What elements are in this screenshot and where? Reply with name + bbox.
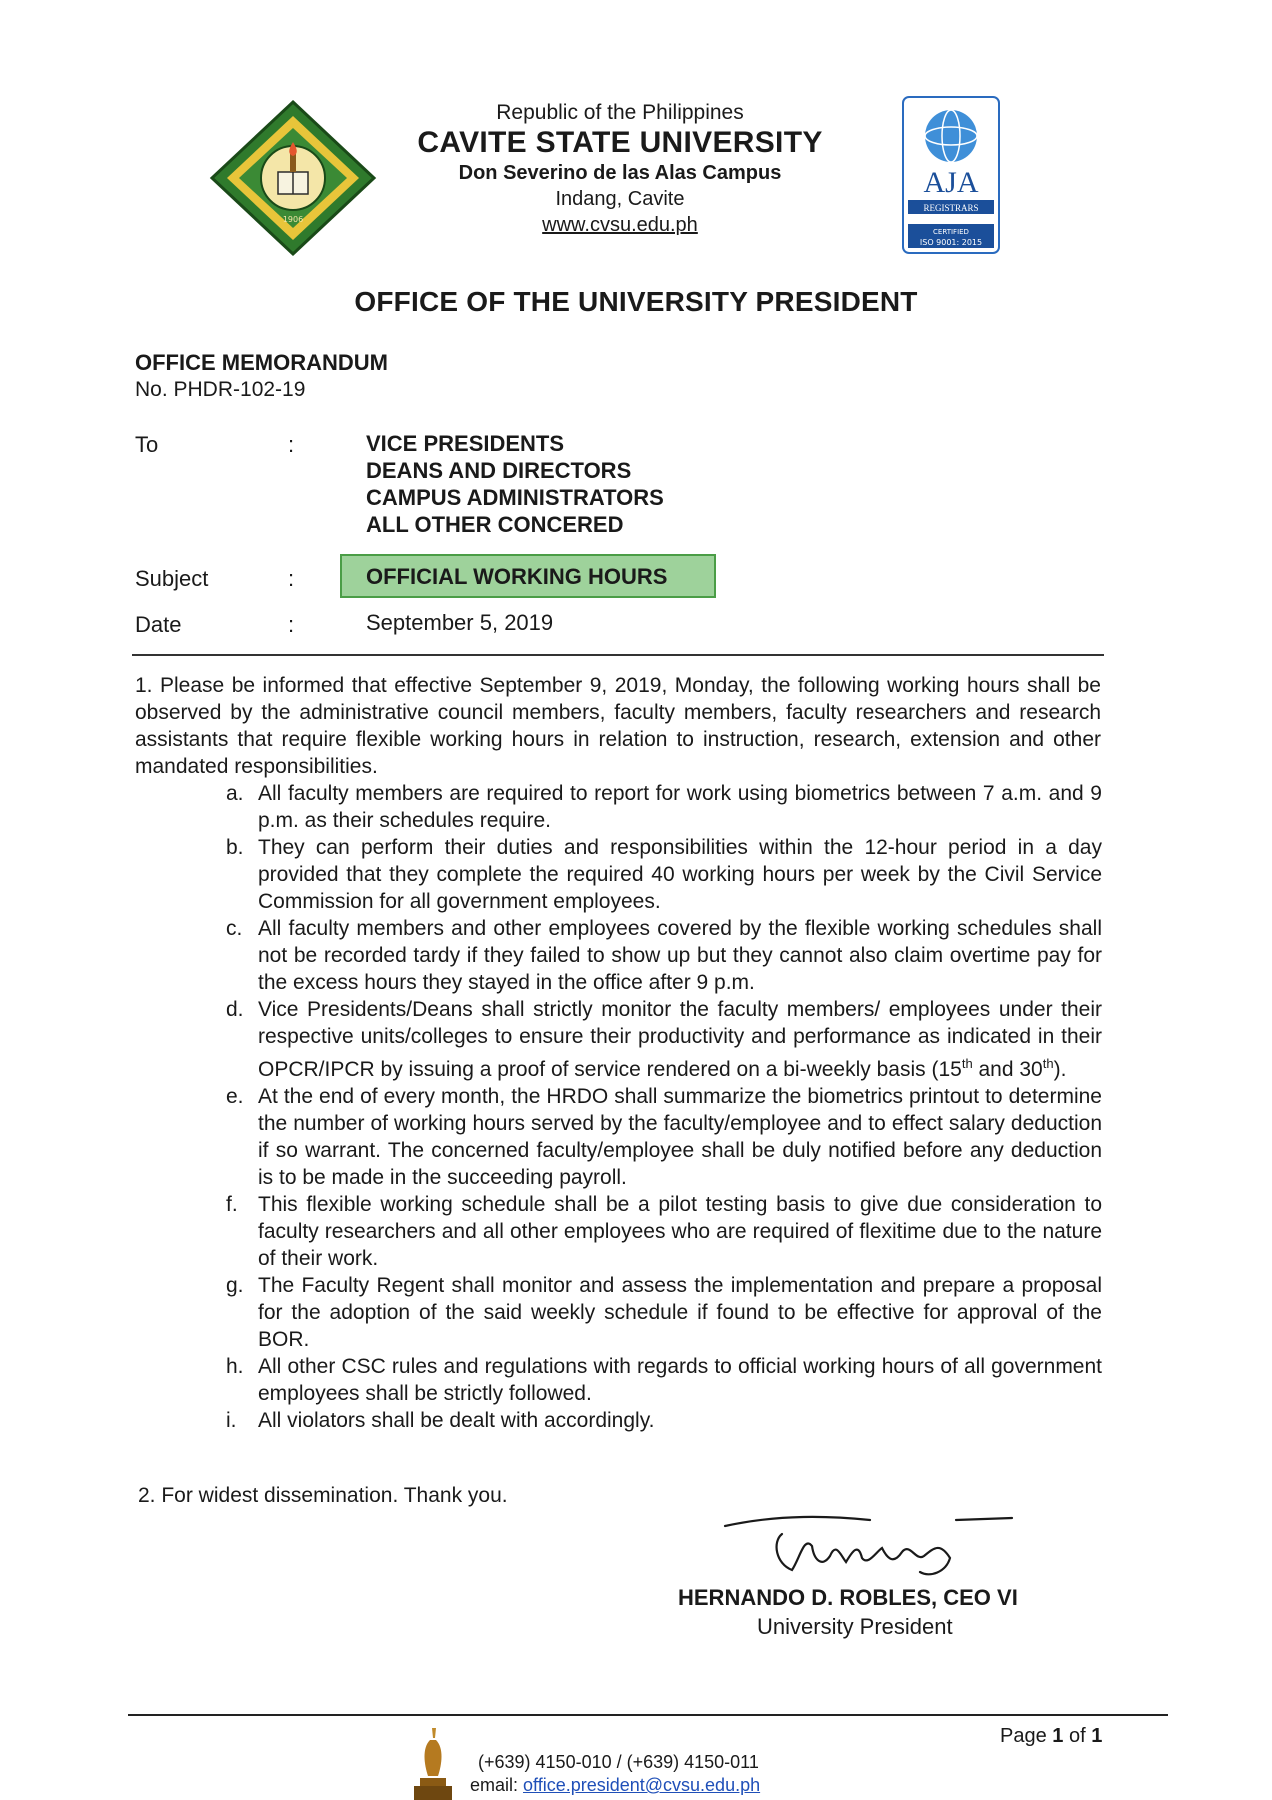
signatory-title: University President [757,1614,953,1639]
list-item-label: i. [226,1409,237,1432]
footer-email [470,1775,760,1796]
paragraph-1-text: Please be informed that effective September 9, 2019, Monday, the following working hours shall be observed by the administrative council members, faculty members, faculty researchers and research assistants that require flexible working hours in relation to instruction, research, extension and other mandated responsibilities. [135,674,1101,778]
list-item-text: They can perform their duties and responsibilities within the 12-hour period in a day provided that they complete the required 40 working hours per week by the Civil Service Commission for all government employees. [258,836,1102,913]
university-name: CAVITE STATE UNIVERSITY [417,126,823,159]
email-link[interactable]: office.president@cvsu.edu.ph [523,1775,761,1795]
recipient: DEANS AND DIRECTORS [366,458,632,483]
campus-location: Indang, Cavite [555,188,685,210]
recipient: CAMPUS ADMINISTRATORS [366,485,664,510]
list-item-text: Vice Presidents/Deans shall strictly monitor the faculty members/ employees under their respective units/colleges to ensure their productivity and performance as indicated in their OPCR/IPCR by issuing a proof of service rendered on a bi-weekly basis (15th and 30th). [258,998,1102,1081]
list-item-text: All other CSC rules and regulations with regards to official working hours of all government employees shall be strictly followed. [258,1355,1102,1405]
university-website-link[interactable]: www.cvsu.edu.ph [542,214,698,236]
subject-value: OFFICIAL WORKING HOURS [366,564,668,589]
list-item-text: The Faculty Regent shall monitor and assess the implementation and prepare a proposal for the adoption of the said weekly schedule if found to be effective for approval of the BOR. [258,1274,1102,1351]
list-item [226,1353,1102,1407]
campus-name: Don Severino de las Alas Campus [458,162,782,184]
date-value: September 5, 2019 [366,610,554,635]
list-item-text: All violators shall be dealt with accordingly. [258,1409,655,1432]
aja-title: AJA [923,166,979,199]
subject-label: Subject [135,566,209,591]
list-item-label: e. [226,1085,244,1108]
footer-divider [128,1714,1168,1716]
paragraph-1-number: 1. [135,674,153,697]
page-indicator: Page 1 of 1 [1000,1725,1103,1747]
subject-colon: : [288,566,295,591]
list-item-label: d. [226,998,244,1021]
list-item-label: h. [226,1355,244,1378]
recipient: ALL OTHER CONCERED [366,512,624,537]
memo-number: No. PHDR-102-19 [135,378,306,401]
list-item [226,996,1102,1083]
list-item [226,780,1102,834]
list-item [226,834,1102,915]
to-colon: : [288,432,295,457]
list-item [226,1191,1102,1272]
svg-text:ISO 9001: 2015: ISO 9001: 2015 [919,238,983,247]
list-item [226,915,1102,996]
svg-text:CERTIFIED: CERTIFIED [933,228,969,236]
list-item-text: All faculty members are required to report for work using biometrics between 7 a.m. and 9 p.m. as their schedules require. [258,782,1102,832]
office-title: OFFICE OF THE UNIVERSITY PRESIDENT [354,286,918,317]
recipient: VICE PRESIDENTS [366,431,565,456]
list-item-text: All faculty members and other employees covered by the flexible working schedules shall not be recorded tardy if they failed to show up but they cannot also claim overtime pay for the excess hours they stayed in the office after 9 p.m. [258,917,1102,994]
memo-label: OFFICE MEMORANDUM [135,350,388,375]
torch-statue-icon [408,1724,458,1800]
policy-items-list [226,780,1102,1434]
email-label: email: [470,1775,524,1795]
to-label: To [135,432,159,457]
paragraph-1 [135,672,1101,780]
list-item-label: g. [226,1274,244,1297]
republic-line: Republic of the Philippines [496,101,744,124]
svg-text:REGISTRARS: REGISTRARS [923,203,979,213]
list-item [226,1083,1102,1191]
footer-phone: (+639) 4150-010 / (+639) 4150-011 [478,1752,759,1772]
paragraph-2: 2. For widest dissemination. Thank you. [138,1484,508,1507]
recipient-list [366,430,664,538]
header-divider [132,654,1104,656]
list-item [226,1272,1102,1353]
aja-iso-certification-badge [902,96,1000,254]
letterhead [330,100,910,238]
svg-text:1906: 1906 [282,215,304,224]
list-item-text: This flexible working schedule shall be a pilot testing basis to give due consideration to faculty researchers and all other employees who are required of flexitime due to the nature of their work. [258,1193,1102,1270]
signatory-name: HERNANDO D. ROBLES, CEO VI [678,1585,1018,1610]
list-item-label: b. [226,836,244,859]
list-item-label: f. [226,1193,238,1216]
list-item [226,1407,1102,1434]
date-colon: : [288,612,295,637]
list-item-label: a. [226,782,244,805]
list-item-text: At the end of every month, the HRDO shall summarize the biometrics printout to determine the number of working hours served by the faculty/employee and to effect salary deduction if so warrant. The concerned faculty/employee shall be duly notified before any deduction is to be made in the succeeding payroll. [258,1085,1102,1189]
date-label: Date [135,612,182,637]
list-item-label: c. [226,917,243,940]
